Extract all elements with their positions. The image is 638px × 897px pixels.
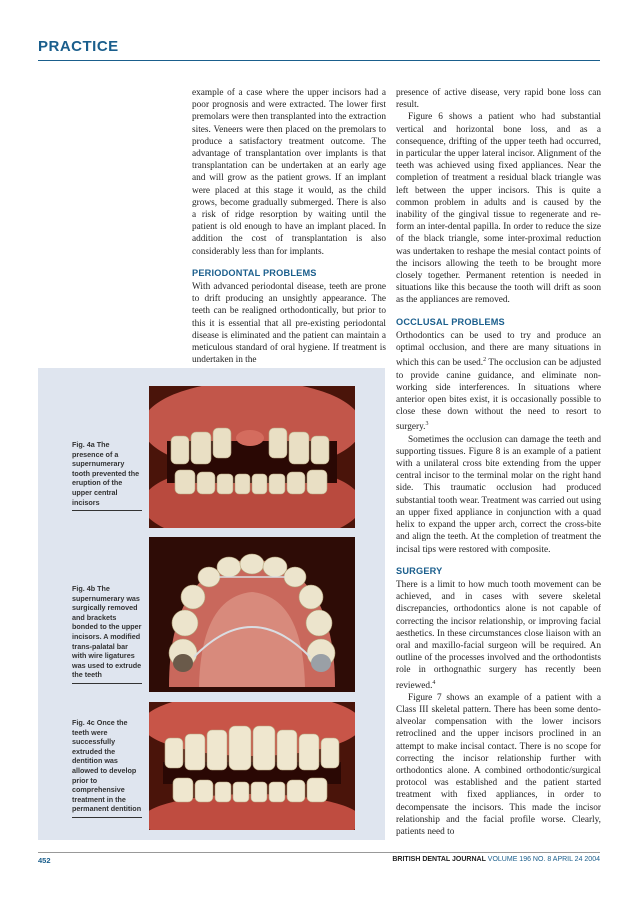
paragraph: example of a case where the upper incisors had a poor prognosis and were extracted. The lower first premolars were then transplanted into the extraction sites. Veneers were then placed on the premolars to produce a satisfactory treatment outcome. The advantage of transplantation over implants is that transplantation can be undertaken at an early age and will grow as the patient grows. If an implant were placed at this stage it would, as the child grows, become gradually submerged. There is also a risk of ridge resorption by waiting until the patient is old enough to have an implant placed. In addition the cost of transplantation is also considerably less than for implants. [192,88,386,257]
paragraph-text: There is a limit to how much tooth movement can be achieved, and in cases with severe skeletal discrepancies, orthodontics alone is not capable of correcting the incisor relationship, or improving facial aesthetics. In these circumstances close liaison with an oral and maxillo-facial surgeon will be required. An outline of the processes involved and the orthodontists role in orthognathic surgery has recently been reviewed. [396,579,601,691]
column-left [192,87,386,366]
header-rule [38,60,600,61]
paragraph: presence of active disease, very rapid bone loss can result. [396,88,601,111]
journal-name: BRITISH DENTAL JOURNAL [392,856,486,863]
column-right [396,87,601,838]
figure-4c-photo [149,702,355,830]
figure-4a-caption: Fig. 4a The presence of a supernumerary tooth prevented the eruption of the upper central incisors [72,440,142,511]
reference-mark: 2 [483,357,487,364]
figure-4a-photo [149,386,355,528]
figure-4b-caption: Fig. 4b The supernumerary was surgically removed and brackets bonded to the upper incisors. A modified trans-palatal bar with wire ligatures was used to extrude the teeth [72,584,142,684]
journal-footer [392,856,600,863]
section-label: PRACTICE [38,38,119,55]
paragraph: Figure 7 shows an example of a patient with a Class III skeletal pattern. There has been some dento-alveolar compensation with the lower incisors retroclined and the upper incisors proclined in an attempt to make incisal contact. There is no scope for correcting the incisor relationship further with orthodontics alone. A combined orthodontic/surgical protocol was established and the patient started treatment with fixed appliances, in order to decompensate the incisors. This made the incisor relationship and the facial profile worse. Clearly, patients need to [396,692,601,838]
page-number: 452 [38,856,51,865]
paragraph [396,330,601,434]
paragraph: Sometimes the occlusion can damage the teeth and supporting tissues. Figure 8 is an example of a patient with a unilateral cross bite extending from the upper central incisor to the terminal molar on the right hand side. This traumatic occlusion had produced substantial tooth wear. Treatment was carried out using an upper fixed appliance in conjunction with a quad helix to expand the upper arch, correct the cross-bite and align the teeth. At the completion of treatment the incisal tips were restored with composite. [396,434,602,555]
paragraph-text: Orthodontics can be used to try and produce an optimal occlusion, and there are many situations in which this can be used. [396,330,601,369]
heading-surgery: SURGERY [396,565,443,576]
heading-periodontal: PERIODONTAL PROBLEMS [192,267,317,278]
footer-rule [38,852,600,853]
reference-mark: 3 [425,421,429,428]
figure-4c-caption: Fig. 4c Once the teeth were successfully extruded the dentition was allowed to develop prior to comprehensive treatment in the permanent dentition [72,718,142,818]
heading-occlusal: OCCLUSAL PROBLEMS [396,316,505,327]
paragraph: With advanced periodontal disease, teeth are prone to drift producing an unsightly appearance. The teeth can be realigned orthodontically, but prior to this it is essential that all pre-existing periodontal disease is eliminated and the patient can maintain a meticulous standard of oral hygiene. If treatment is undertaken in the [192,282,386,366]
paragraph-text: The occlusion can be adjusted to provide canine guidance, and eliminate non-working side interferences. In situations where anterior open bites exist, it is occasionally possible to close these down without the need to resort to surgery. [396,358,601,433]
paragraph [396,579,601,692]
reference-mark: 4 [432,679,436,686]
paragraph: Figure 6 shows a patient who had substantial vertical and horizontal bone loss, and as a consequence, drifting of the upper teeth had occurred, in particular the upper lateral incisor. Alignment of the teeth was achieved using fixed appliances. Near the completion of treatment a residual black triangle was left between the upper incisors. This is quite a common problem in adults and is caused by the inability of the gingival tissue to regenerate and re-form an inter-dental papilla. In order to reduce the size of the black triangle, some inter-proximal reduction was undertaken to reshape the mesial contact points of the incisors allowing the teeth to be brought more closely together. Permanent retention is needed in situations like this because the tooth will drift as soon as the appliances are removed. [396,112,601,306]
figure-4b-photo [149,537,355,692]
issue-info: VOLUME 196 NO. 8 APRIL 24 2004 [487,856,600,863]
